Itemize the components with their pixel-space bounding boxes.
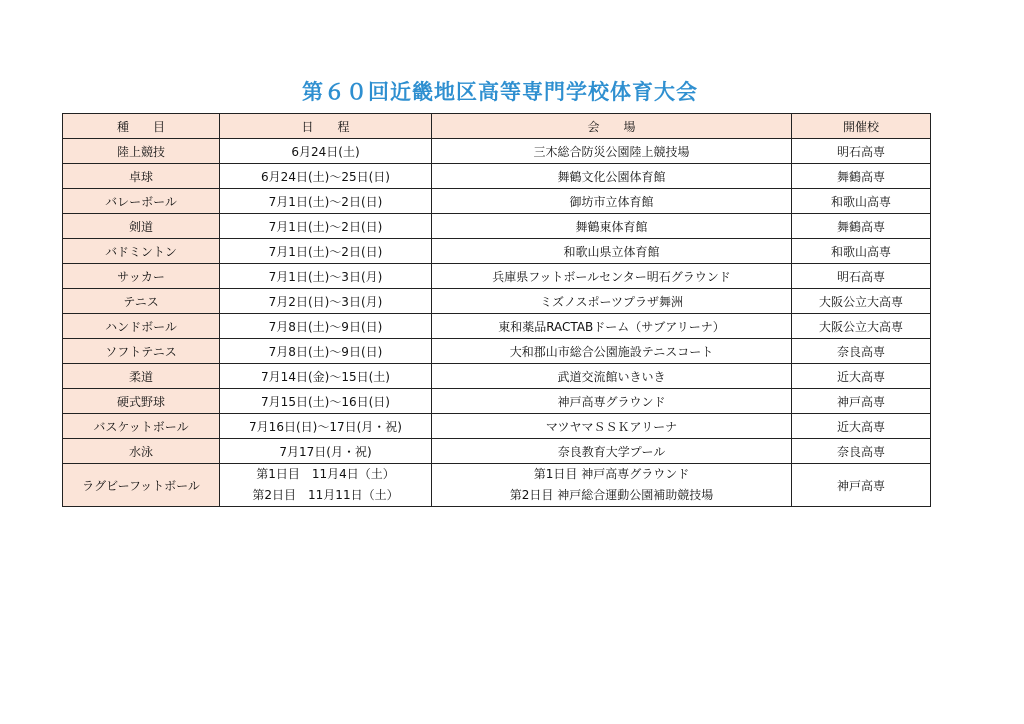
table-row	[63, 339, 931, 364]
table-row	[63, 164, 931, 189]
event-cell: ラグビーフットボール	[63, 464, 220, 507]
date-cell: 7月14日(金)～15日(土)	[220, 364, 432, 389]
host-cell: 神戸高専	[792, 464, 931, 507]
venue-cell: 東和薬品RACTABドーム（サブアリーナ）	[432, 314, 792, 339]
event-cell: 水泳	[63, 439, 220, 464]
host-cell: 明石高専	[792, 139, 931, 164]
venue-cell: ミズノスポーツプラザ舞洲	[432, 289, 792, 314]
host-cell: 大阪公立大高専	[792, 314, 931, 339]
date-cell: 6月24日(土)	[220, 139, 432, 164]
date-cell: 7月2日(日)～3日(月)	[220, 289, 432, 314]
host-cell: 近大高専	[792, 364, 931, 389]
event-cell: バドミントン	[63, 239, 220, 264]
host-cell: 神戸高専	[792, 389, 931, 414]
date-cell: 7月1日(土)～2日(日)	[220, 239, 432, 264]
venue-cell: 武道交流館いきいき	[432, 364, 792, 389]
date-cell: 7月1日(土)～2日(日)	[220, 189, 432, 214]
host-cell: 和歌山高専	[792, 239, 931, 264]
venue-cell: 兵庫県フットボールセンター明石グラウンド	[432, 264, 792, 289]
table-row	[63, 364, 931, 389]
host-cell: 和歌山高専	[792, 189, 931, 214]
date-line-2: 第2日目 11月11日（土）	[252, 488, 399, 502]
event-cell: ソフトテニス	[63, 339, 220, 364]
host-cell: 奈良高専	[792, 439, 931, 464]
event-cell: バレーボール	[63, 189, 220, 214]
host-cell: 明石高専	[792, 264, 931, 289]
date-cell: 7月8日(土)～9日(日)	[220, 314, 432, 339]
table-row	[63, 439, 931, 464]
date-cell: 7月1日(土)～2日(日)	[220, 214, 432, 239]
table-row	[63, 139, 931, 164]
event-cell: 剣道	[63, 214, 220, 239]
venue-cell: 御坊市立体育館	[432, 189, 792, 214]
venue-cell: 三木総合防災公園陸上競技場	[432, 139, 792, 164]
date-cell: 7月17日(月・祝)	[220, 439, 432, 464]
header-venue: 会 場	[432, 114, 792, 139]
event-cell: サッカー	[63, 264, 220, 289]
table-row	[63, 314, 931, 339]
host-cell: 舞鶴高専	[792, 164, 931, 189]
venue-line-1: 第1日目 神戸高専グラウンド	[533, 467, 690, 481]
event-cell: テニス	[63, 289, 220, 314]
header-date: 日 程	[220, 114, 432, 139]
page-title: 第６０回近畿地区高等専門学校体育大会	[302, 80, 698, 104]
date-cell: 7月16日(日)～17日(月・祝)	[220, 414, 432, 439]
event-cell: 柔道	[63, 364, 220, 389]
table-row	[63, 389, 931, 414]
venue-cell: 和歌山県立体育館	[432, 239, 792, 264]
host-cell: 舞鶴高専	[792, 214, 931, 239]
date-line-1: 第1日目 11月4日（土）	[256, 467, 395, 481]
date-cell: 7月8日(土)～9日(日)	[220, 339, 432, 364]
date-cell: 7月1日(土)～3日(月)	[220, 264, 432, 289]
date-cell: 7月15日(土)～16日(日)	[220, 389, 432, 414]
event-cell: ハンドボール	[63, 314, 220, 339]
venue-cell: マツヤマＳＳＫアリーナ	[432, 414, 792, 439]
table-row	[63, 289, 931, 314]
venue-cell: 神戸高専グラウンド	[432, 389, 792, 414]
table-row	[63, 189, 931, 214]
venue-cell: 舞鶴東体育館	[432, 214, 792, 239]
host-cell: 近大高専	[792, 414, 931, 439]
header-event: 種 目	[63, 114, 220, 139]
table-row	[63, 414, 931, 439]
venue-cell: 舞鶴文化公園体育館	[432, 164, 792, 189]
venue-cell	[432, 464, 792, 507]
event-cell: 卓球	[63, 164, 220, 189]
host-cell: 奈良高専	[792, 339, 931, 364]
venue-cell: 大和郡山市総合公園施設テニスコート	[432, 339, 792, 364]
table-row	[63, 239, 931, 264]
header-row	[63, 114, 931, 139]
host-cell: 大阪公立大高専	[792, 289, 931, 314]
table-row	[63, 214, 931, 239]
venue-cell: 奈良教育大学プール	[432, 439, 792, 464]
header-host: 開催校	[792, 114, 931, 139]
date-cell: 6月24日(土)～25日(日)	[220, 164, 432, 189]
event-cell: バスケットボール	[63, 414, 220, 439]
schedule-table	[62, 113, 931, 507]
table-row	[63, 464, 931, 507]
date-cell	[220, 464, 432, 507]
event-cell: 硬式野球	[63, 389, 220, 414]
table-row	[63, 264, 931, 289]
event-cell: 陸上競技	[63, 139, 220, 164]
venue-line-2: 第2日目 神戸総合運動公園補助競技場	[509, 488, 714, 502]
